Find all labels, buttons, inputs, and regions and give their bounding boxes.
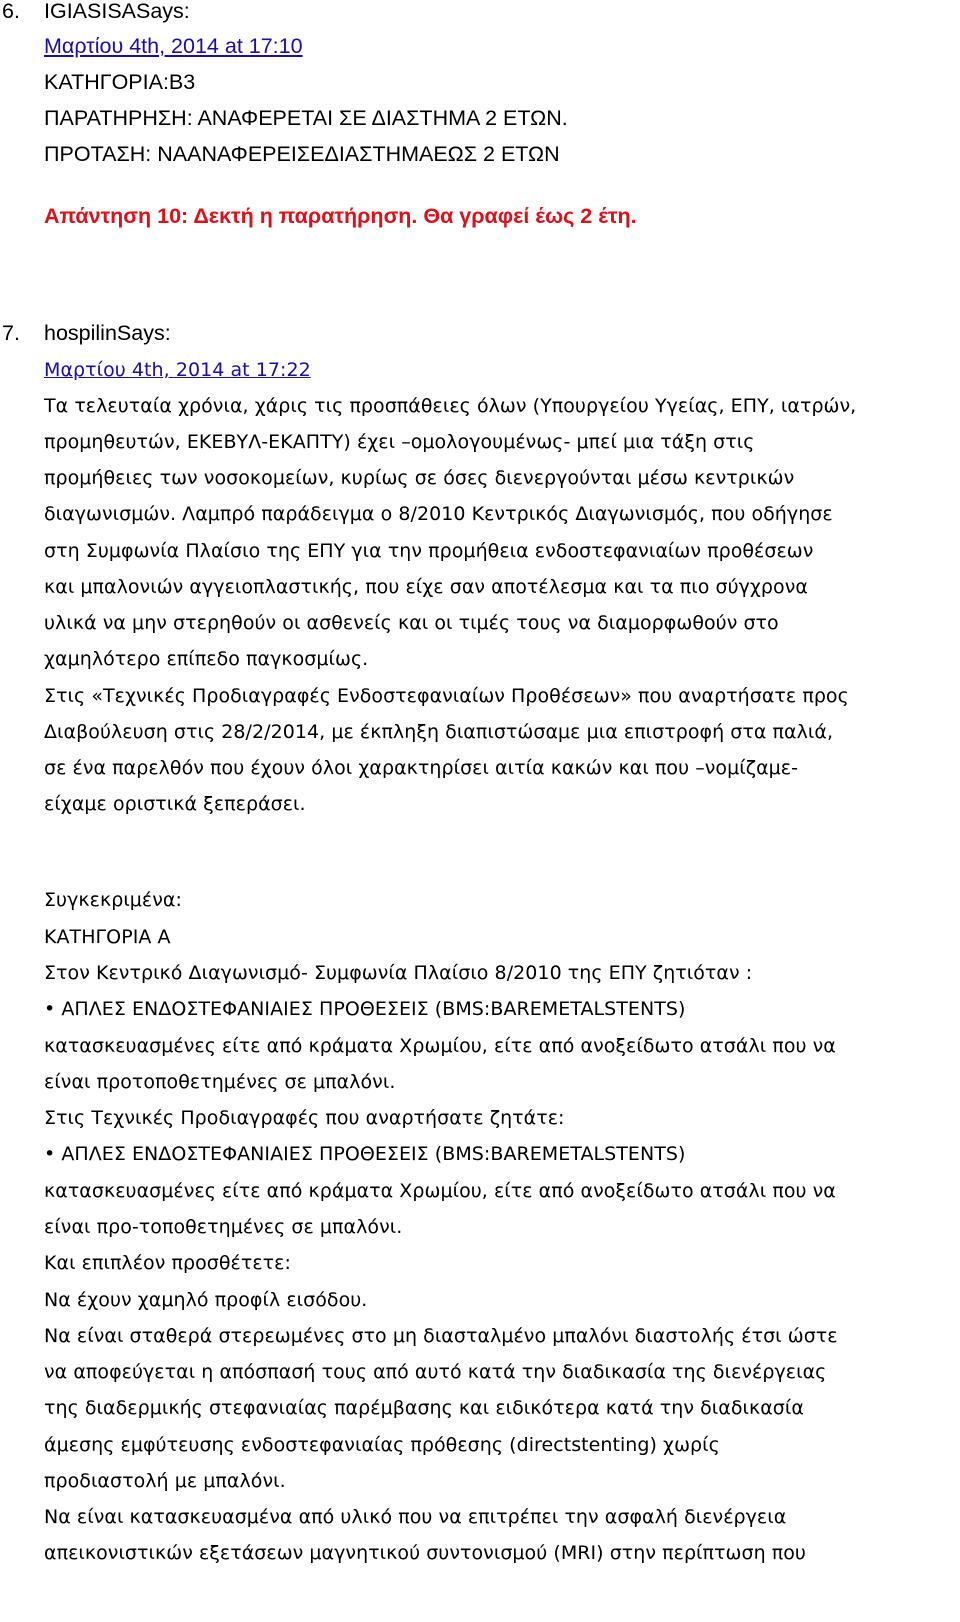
comment-line: κατασκευασμένες είτε από κράματα Χρωμίου, είτε από ανοξείδωτο ατσάλι που να	[44, 1180, 836, 1202]
comment-date-link[interactable]: Μαρτίου 4th, 2014 at 17:10	[44, 34, 303, 58]
comment-line: χαμηλότερο επίπεδο παγκοσμίως.	[44, 648, 369, 670]
comment-line: ΠΑΡΑΤΗΡΗΣΗ: ΑΝΑΦΕΡΕΤΑΙ ΣΕ ΔΙΑΣΤΗΜΑ 2 ΕΤΩΝ.	[44, 106, 568, 130]
comment-line: προδιαστολή με μπαλόνι.	[44, 1470, 286, 1492]
comment-date-link[interactable]: Μαρτίου 4th, 2014 at 17:22	[44, 359, 311, 381]
comment-line: είχαμε οριστικά ξεπεράσει.	[44, 793, 306, 815]
comment-line: προμηθευτών, ΕΚΕΒΥΛ-ΕΚΑΠΤΥ) έχει –ομολογουμένως- μπεί μια τάξη στις	[44, 431, 755, 453]
comment-line: άμεσης εμφύτευσης ενδοστεφανιαίας πρόθεσης (directstenting) χωρίς	[44, 1434, 720, 1456]
comment-line: Τα τελευταία χρόνια, χάρις τις προσπάθειες όλων (Υπουργείου Υγείας, ΕΠΥ, ιατρών,	[44, 395, 857, 417]
comment-line: προμήθειες των νοσοκομείων, κυρίως σε όσες διενεργούνται μέσω κεντρικών	[44, 467, 795, 489]
comment-author: hospilinSays:	[44, 321, 171, 345]
comment-line: Στις «Τεχνικές Προδιαγραφές Ενδοστεφανιαίων Προθέσεων» που αναρτήσατε προς	[44, 685, 849, 707]
comment-line: σε ένα παρελθόν που έχουν όλοι χαρακτηρίσει αιτία κακών και που –νομίζαμε-	[44, 757, 799, 779]
comment-line: Διαβούλευση στις 28/2/2014, με έκπληξη διαπιστώσαμε μια επιστροφή στα παλιά,	[44, 721, 834, 743]
comment-number: 6.	[2, 0, 20, 23]
comment-line: Να είναι κατασκευασμένα από υλικό που να επιτρέπει την ασφαλή διενέργεια	[44, 1506, 787, 1528]
comment-line: κατασκευασμένες είτε από κράματα Χρωμίου, είτε από ανοξείδωτο ατσάλι που να	[44, 1035, 836, 1057]
comment-line: Στις Τεχνικές Προδιαγραφές που αναρτήσατε ζητάτε:	[44, 1107, 565, 1129]
section-heading: Συγκεκριμένα:	[44, 889, 182, 911]
comment-line: είναι προ-τοποθετημένες σε μπαλόνι.	[44, 1216, 403, 1238]
comment-number: 7.	[2, 321, 20, 345]
category-heading: ΚΑΤΗΓΟΡΙΑ Α	[44, 926, 171, 948]
comment-line: της διαδερμικής στεφανιαίας παρέμβασης και ειδικότερα κατά την διαδικασία	[44, 1397, 804, 1419]
comment-line: απεικονιστικών εξετάσεων μαγνητικού συντονισμού (MRI) στην περίπτωση που	[44, 1542, 806, 1564]
bullet-item: • ΑΠΛΕΣ ΕΝΔΟΣΤΕΦΑΝΙΑΙΕΣ ΠΡΟΘΕΣΕΙΣ (BMS:BAREMETALSTENTS)	[44, 1143, 686, 1165]
comment-line: Στον Κεντρικό Διαγωνισμό- Συμφωνία Πλαίσιο 8/2010 της ΕΠΥ ζητιόταν :	[44, 962, 753, 984]
comment-line: Να έχουν χαμηλό προφίλ εισόδου.	[44, 1289, 368, 1311]
comment-line: είναι προτοποθετημένες σε μπαλόνι.	[44, 1071, 396, 1093]
comment-line: να αποφεύγεται η απόσπασή τους από αυτό κατά την διαδικασία της διενέργειας	[44, 1361, 827, 1383]
comment-line: και μπαλονιών αγγειοπλαστικής, που είχε σαν αποτέλεσμα και τα πιο σύγχρονα	[44, 576, 808, 598]
admin-reply: Απάντηση 10: Δεκτή η παρατήρηση. Θα γραφεί έως 2 έτη.	[44, 204, 637, 228]
comment-line: ΠΡΟΤΑΣΗ: ΝΑΑΝΑΦΕΡΕΙΣΕΔΙΑΣΤΗΜΑΕΩΣ 2 ΕΤΩΝ	[44, 142, 560, 166]
bullet-item: • ΑΠΛΕΣ ΕΝΔΟΣΤΕΦΑΝΙΑΙΕΣ ΠΡΟΘΕΣΕΙΣ (BMS:BAREMETALSTENTS)	[44, 998, 686, 1020]
comment-author: IGIASISASays:	[44, 0, 190, 23]
comment-line: Να είναι σταθερά στερεωμένες στο μη διασταλμένο μπαλόνι διαστολής έτσι ώστε	[44, 1325, 838, 1347]
comment-line: διαγωνισμών. Λαμπρό παράδειγμα ο 8/2010 Κεντρικός Διαγωνισμός, που οδήγησε	[44, 503, 833, 525]
comment-line: στη Συμφωνία Πλαίσιο της ΕΠΥ για την προμήθεια ενδοστεφανιαίων προθέσεων	[44, 540, 814, 562]
comment-line: ΚΑΤΗΓΟΡΙΑ:Β3	[44, 70, 196, 94]
comment-line: Και επιπλέον προσθέτετε:	[44, 1252, 291, 1274]
comment-line: υλικά να μην στερηθούν οι ασθενείς και οι τιμές τους να διαμορφωθούν στο	[44, 612, 779, 634]
